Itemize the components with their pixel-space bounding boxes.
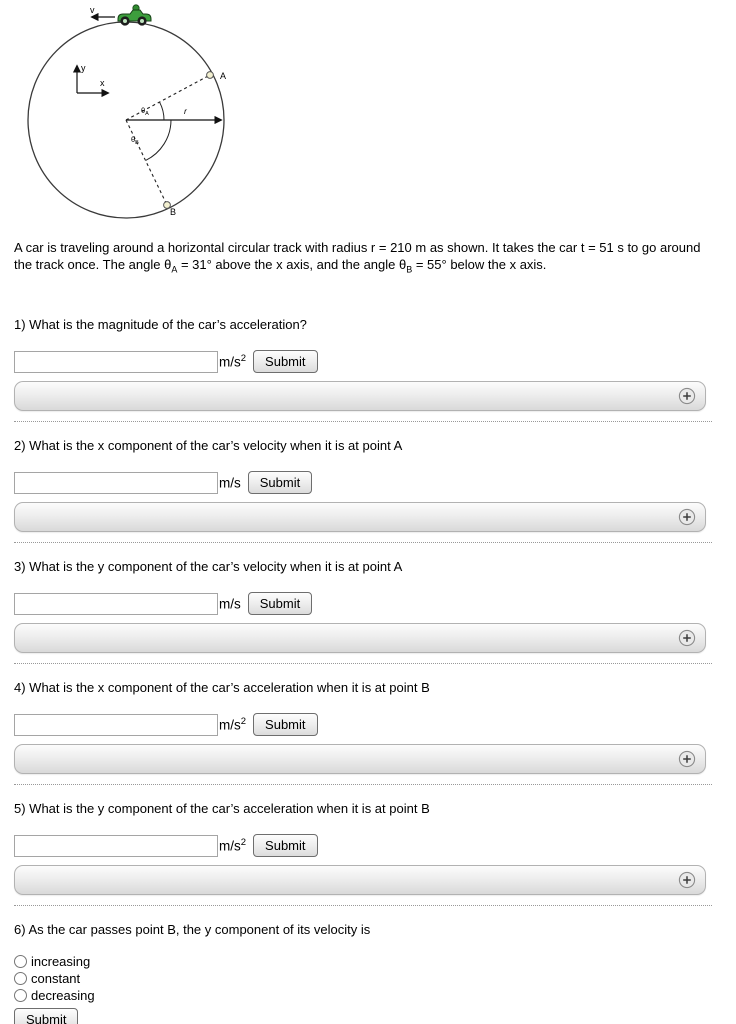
question-1-unit: $m/s^2$ bbox=[219, 353, 247, 370]
question-4-label: 4) What is the x component of the car’s acceleration when it is at point B bbox=[14, 679, 430, 695]
expand-plus-icon[interactable] bbox=[678, 871, 696, 889]
question-1-submit-button[interactable]: Submit bbox=[253, 350, 317, 373]
section-divider bbox=[14, 421, 712, 422]
svg-text:A: A bbox=[220, 71, 227, 81]
expand-plus-icon[interactable] bbox=[678, 508, 696, 526]
question-1-answer-row bbox=[14, 350, 722, 374]
question-1-label: 1) What is the magnitude of the car’s acceleration? bbox=[14, 316, 307, 332]
question-3-submit-button[interactable]: Submit bbox=[248, 592, 312, 615]
question-2-answer-row bbox=[14, 471, 722, 495]
line-to-point-a bbox=[126, 75, 210, 120]
question-4-answer-input[interactable] bbox=[14, 714, 218, 736]
question-3-help-expander[interactable] bbox=[14, 623, 706, 653]
svg-text:θA: $\theta_A$ bbox=[141, 106, 149, 117]
svg-text:θB: $\theta_B$ bbox=[131, 135, 139, 146]
question-5-unit: $m/s^2$ bbox=[219, 837, 247, 854]
option-constant[interactable]: constant bbox=[14, 970, 722, 987]
option-constant-radio[interactable] bbox=[14, 972, 27, 985]
svg-text:y: y bbox=[81, 63, 86, 73]
section-divider bbox=[14, 663, 712, 664]
question-3-unit: m/s bbox=[219, 596, 241, 612]
question-2-unit: m/s bbox=[219, 475, 241, 491]
question-3-label: 3) What is the y component of the car’s velocity when it is at point A bbox=[14, 558, 403, 574]
question-2-answer-input[interactable] bbox=[14, 472, 218, 494]
question-4-submit-button[interactable]: Submit bbox=[253, 713, 317, 736]
section-divider bbox=[14, 784, 712, 785]
question-5-submit-button[interactable]: Submit bbox=[253, 834, 317, 857]
problem-statement: A car is traveling around a horizontal circular track with radius r = 210 m as shown. It takes the car t = 51 s to go around the track once. The angle $\theta_A = 31^\circ$ above the x axis, and the angle $\theta_B = 55^\circ$ below the x axis. bbox=[14, 240, 701, 275]
section-divider bbox=[14, 905, 712, 906]
question-5-answer-input[interactable] bbox=[14, 835, 218, 857]
expand-plus-icon[interactable] bbox=[678, 629, 696, 647]
expand-plus-icon[interactable] bbox=[678, 750, 696, 768]
expand-plus-icon[interactable] bbox=[678, 387, 696, 405]
theta-b-angle bbox=[131, 120, 171, 160]
line-to-point-b bbox=[126, 120, 167, 205]
svg-text:v: v bbox=[90, 5, 95, 15]
question-3-answer-row bbox=[14, 592, 722, 616]
point-a-marker bbox=[207, 71, 226, 81]
question-2-label: 2) What is the x component of the car’s velocity when it is at point A bbox=[14, 437, 403, 453]
question-6-options bbox=[14, 953, 722, 1004]
question-5-help-expander[interactable] bbox=[14, 865, 706, 895]
question-1-answer-input[interactable] bbox=[14, 351, 218, 373]
question-6-submit-button[interactable]: Submit bbox=[14, 1008, 78, 1024]
section-divider bbox=[14, 542, 712, 543]
question-4-help-expander[interactable] bbox=[14, 744, 706, 774]
question-2-help-expander[interactable] bbox=[14, 502, 706, 532]
question-5-answer-row bbox=[14, 834, 722, 858]
option-increasing[interactable]: increasing bbox=[14, 953, 722, 970]
track-diagram-svg bbox=[14, 2, 246, 228]
question-5-label: 5) What is the y component of the car’s acceleration when it is at point B bbox=[14, 800, 430, 816]
velocity-arrow bbox=[90, 5, 115, 17]
svg-text:r: r bbox=[184, 106, 187, 116]
question-4-answer-row bbox=[14, 713, 722, 737]
option-increasing-radio[interactable] bbox=[14, 955, 27, 968]
question-2-submit-button[interactable]: Submit bbox=[248, 471, 312, 494]
question-1-help-expander[interactable] bbox=[14, 381, 706, 411]
svg-text:x: x bbox=[100, 78, 105, 88]
option-decreasing[interactable]: decreasing bbox=[14, 987, 722, 1004]
option-decreasing-radio[interactable] bbox=[14, 989, 27, 1002]
question-4-unit: $m/s^2$ bbox=[219, 716, 247, 733]
theta-a-angle bbox=[141, 102, 164, 120]
track-diagram bbox=[14, 0, 722, 233]
coordinate-axes bbox=[77, 63, 108, 93]
question-6-label: 6) As the car passes point B, the y component of its velocity is bbox=[14, 921, 371, 937]
svg-text:B: B bbox=[170, 207, 177, 217]
question-3-answer-input[interactable] bbox=[14, 593, 218, 615]
